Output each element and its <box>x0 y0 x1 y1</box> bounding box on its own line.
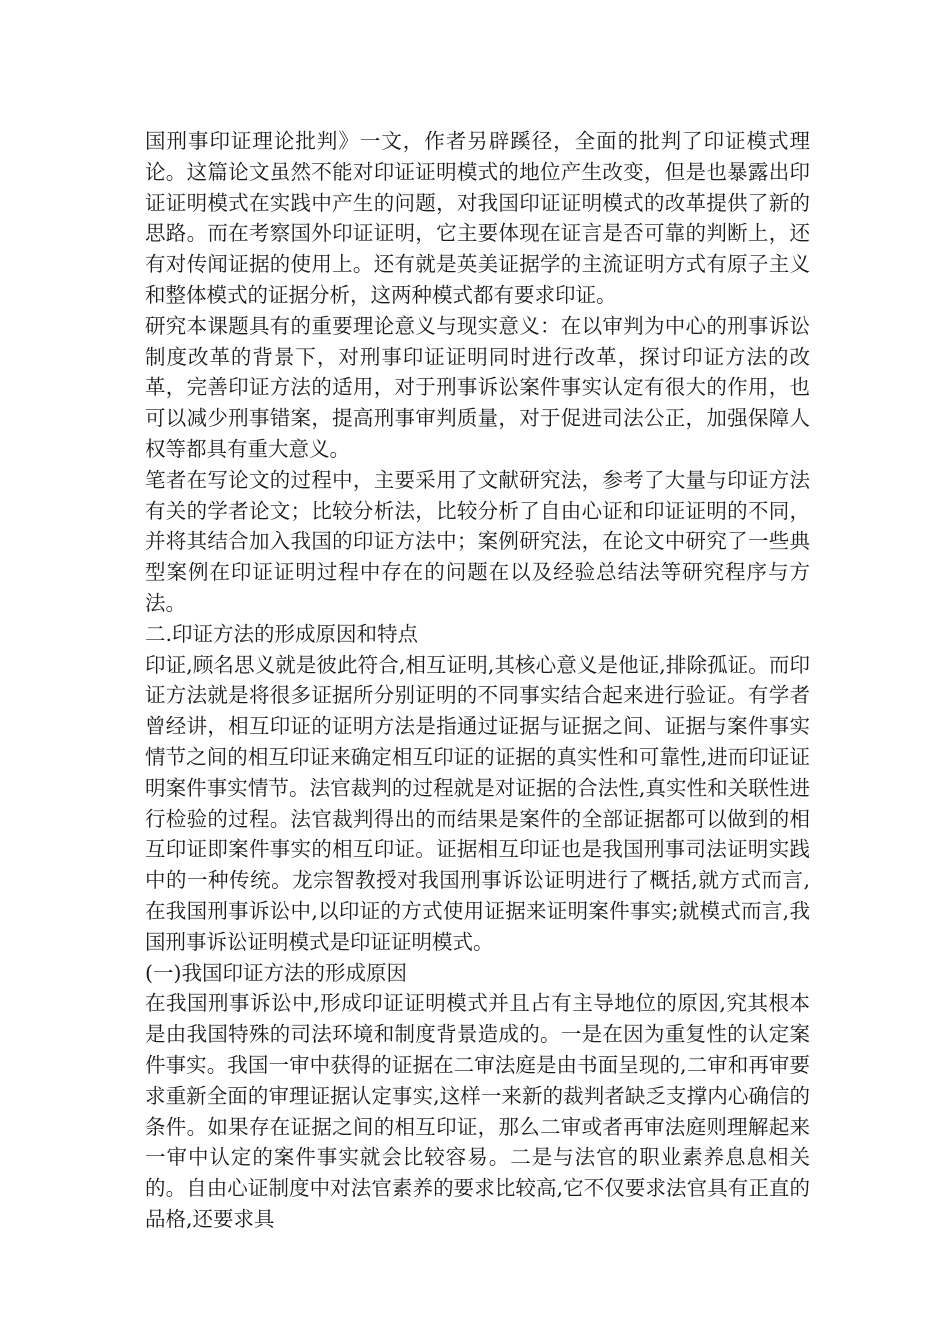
paragraph-research-significance: 研究本课题具有的重要理论意义与现实意义：在以审判为中心的刑事诉讼制度改革的背景下，对刑事印证证明同时进行改革，探讨印证方法的改革，完善印证方法的适用，对于刑事诉讼案件事实认定有很大的作用，也可以减少刑事错案，提高刑事审判质量，对于促进司法公正，加强保障人权等都具有重大意义。 <box>145 313 810 461</box>
document-body <box>145 126 810 1235</box>
subsection-heading-1: (一)我国印证方法的形成原因 <box>145 960 407 985</box>
paragraph-critique-of-corroboration: 国刑事印证理论批判》一文，作者另辟蹊径，全面的批判了印证模式理论。这篇论文虽然不能对印证证明模式的地位产生改变，但是也暴露出印证证明模式在实践中产生的问题，对我国印证证明模式的改革提供了新的思路。而在考察国外印证证明，它主要体现在证言是否可靠的判断上，还有对传闻证据的使用上。还有就是英美证据学的主流证明方式有原子主义和整体模式的证据分析，这两种模式都有要求印证。 <box>145 129 810 307</box>
section-heading-2: 二.印证方法的形成原因和特点 <box>145 621 419 646</box>
paragraph-definition-of-corroboration: 印证,顾名思义就是彼此符合,相互证明,其核心意义是他证,排除孤证。而印证方法就是将很多证据所分别证明的不同事实结合起来进行验证。有学者曾经讲，相互印证的证明方法是指通过证据与证据之间、证据与案件事实情节之间的相互印证来确定相互印证的证据的真实性和可靠性,进而印证证明案件事实情节。法官裁判的过程就是对证据的合法性,真实性和关联性进行检验的过程。法官裁判得出的而结果是案件的全部证据都可以做到的相互印证即案件事实的相互印证。证据相互印证也是我国刑事司法证明实践中的一种传统。龙宗智教授对我国刑事诉讼证明进行了概括,就方式而言,在我国刑事诉讼中,以印证的方式使用证据来证明案件事实;就模式而言,我国刑事诉讼证明模式是印证证明模式。 <box>145 652 810 954</box>
paragraph-research-methods: 笔者在写论文的过程中，主要采用了文献研究法，参考了大量与印证方法有关的学者论文；比较分析法，比较分析了自由心证和印证证明的不同，并将其结合加入我国的印证方法中；案例研究法，在论文中研究了一些典型案例在印证证明过程中存在的问题在以及经验总结法等研究程序与方法。 <box>145 467 810 615</box>
paragraph-formation-reasons: 在我国刑事诉讼中,形成印证证明模式并且占有主导地位的原因,究其根本是由我国特殊的司法环境和制度背景造成的。一是在因为重复性的认定案件事实。我国一审中获得的证据在二审法庭是由书面呈现的,二审和再审要求重新全面的审理证据认定事实,这样一来新的裁判者缺乏支撑内心确信的条件。如果存在证据之间的相互印证，那么二审或者再审法庭则理解起来一审中认定的案件事实就会比较容易。二是与法官的职业素养息息相关的。自由心证制度中对法官素养的要求比较高,它不仅要求法官具有正直的品格,还要求具 <box>145 991 810 1231</box>
